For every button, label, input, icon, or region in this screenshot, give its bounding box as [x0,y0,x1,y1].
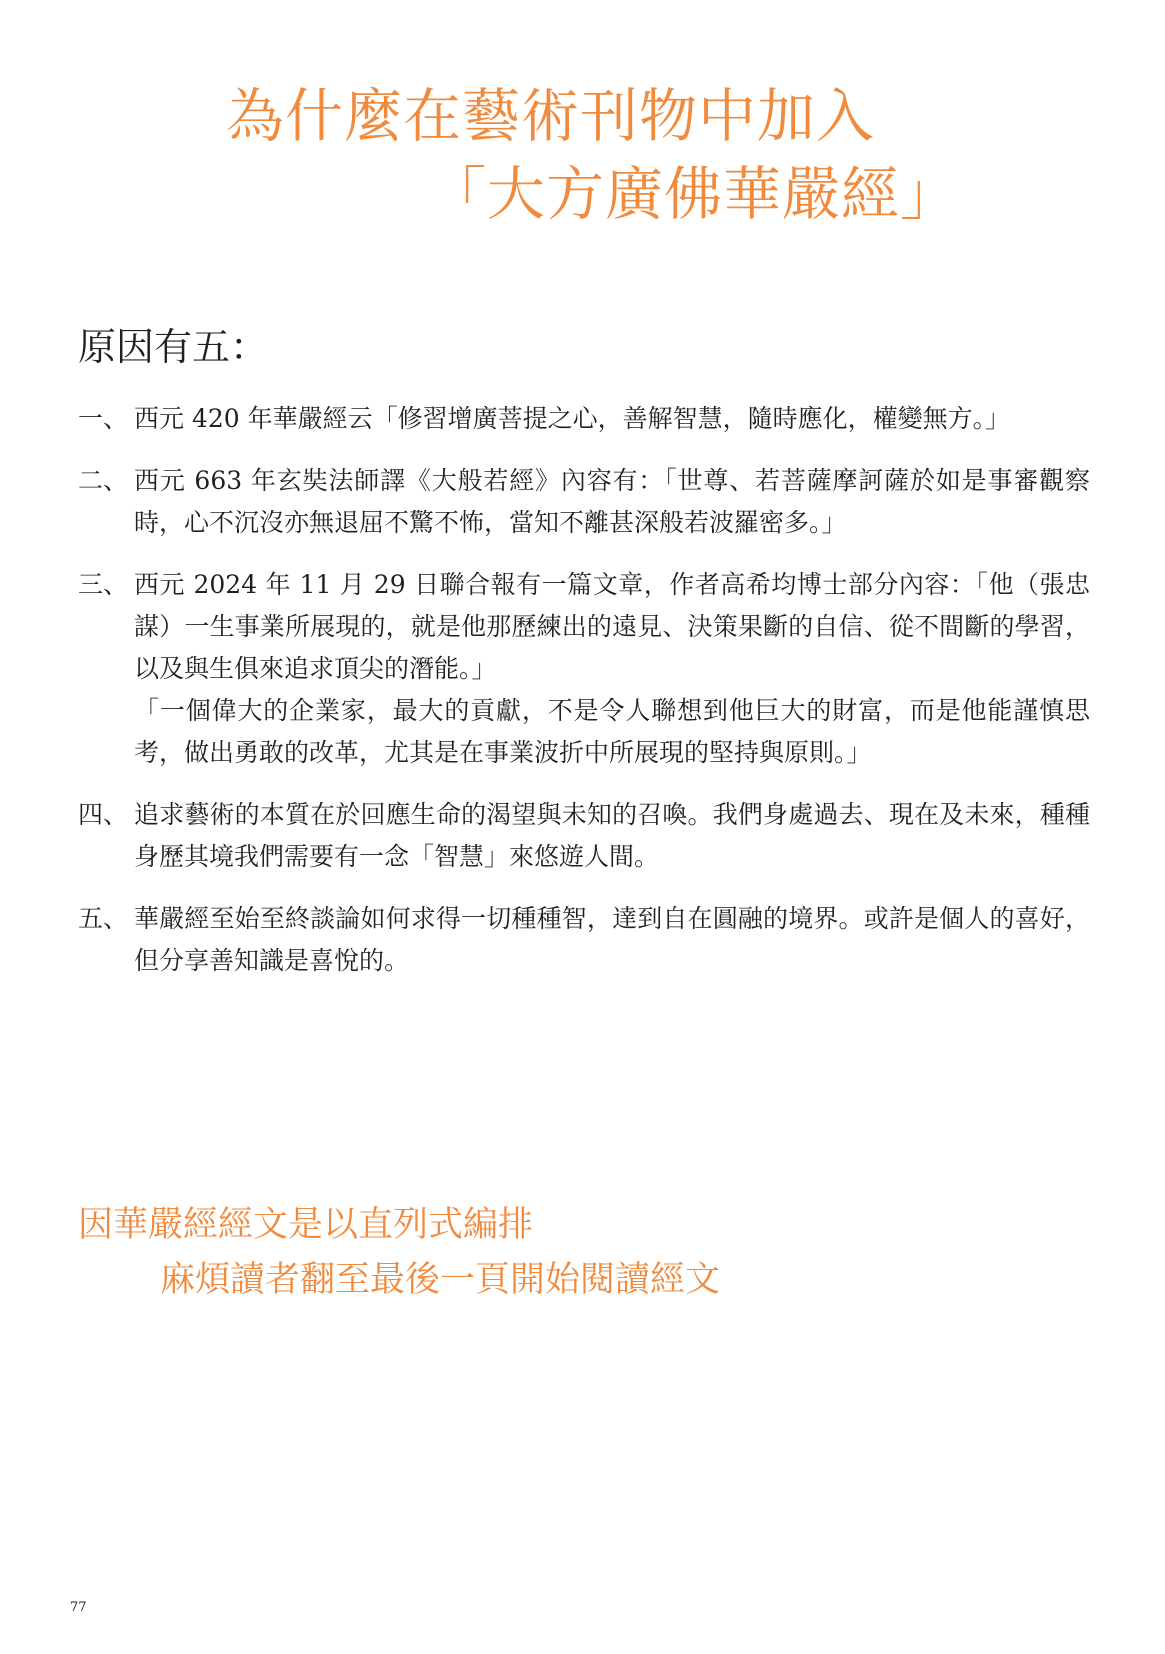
reading-note-line-2: 麻煩讀者翻至最後一頁開始閱讀經文 [160,1260,721,1300]
reason-body [134,898,1090,982]
reason-paragraph: 「一個偉大的企業家，最大的貢獻，不是令人聯想到他巨大的財富，而是他能謹慎思考，做出勇敢的改革，尤其是在事業波折中所展現的堅持與原則。」 [134,696,1090,767]
reason-paragraph: 西元 420 年華嚴經云「修習增廣菩提之心，善解智慧，隨時應化，權變無方。」 [134,404,1011,433]
title-line-2: 「大方廣佛華嚴經」 [428,160,960,228]
reason-number: 二、 [78,466,129,495]
reason-number: 一、 [78,404,129,433]
reason-number: 五、 [78,904,129,933]
reason-paragraph: 追求藝術的本質在於回應生命的渴望與未知的召喚。我們身處過去、現在及未來，種種身歷其境我們需要有一念「智慧」來悠遊人間。 [134,800,1090,871]
reason-body [134,794,1090,878]
reason-number: 三、 [78,570,129,599]
section-heading: 原因有五： [78,325,269,369]
reading-note-line-1: 因華嚴經經文是以直列式編排 [78,1205,534,1245]
reason-item-1 [78,398,1090,440]
reason-paragraph: 華嚴經至始至終談論如何求得一切種種智，達到自在圓融的境界。或許是個人的喜好，但分享善知識是喜悅的。 [134,904,1090,975]
page-number: 77 [70,1600,87,1615]
reason-body [134,460,1090,544]
reason-paragraph: 西元 2024 年 11 月 29 日聯合報有一篇文章，作者高希均博士部分內容：「他（張忠謀）一生事業所展現的，就是他那歷練出的遠見、決策果斷的自信、從不間斷的學習，以及與生俱來追求頂尖的潛能。」 [134,570,1090,683]
reason-item-3 [78,564,1090,774]
reason-item-5 [78,898,1090,982]
reason-body [134,564,1090,774]
reason-item-2 [78,460,1090,544]
reason-body [134,398,1090,440]
title-line-1: 為什麼在藝術刊物中加入 [226,82,876,150]
reason-paragraph: 西元 663 年玄奘法師譯《大般若經》內容有：「世尊、若菩薩摩訶薩於如是事審觀察時，心不沉沒亦無退屈不驚不怖，當知不離甚深般若波羅密多。」 [134,466,1090,537]
reason-item-4 [78,794,1090,878]
reasons-list [78,398,1090,1002]
reason-number: 四、 [78,800,129,829]
